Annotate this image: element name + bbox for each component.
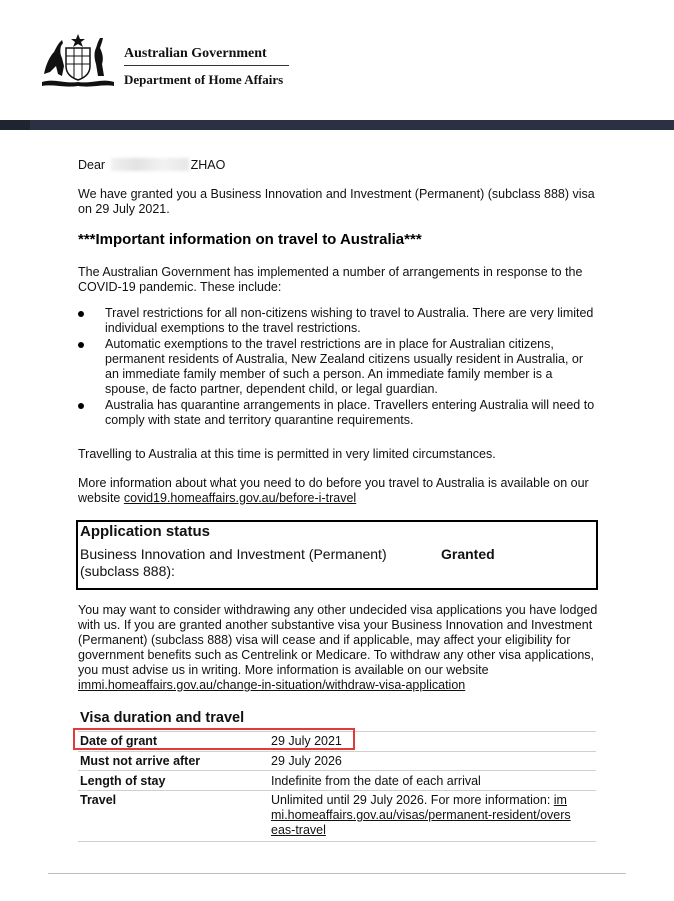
salutation — [78, 158, 598, 173]
date-of-grant-highlight — [73, 728, 355, 750]
header-divider — [124, 65, 289, 66]
covid-travel-link[interactable]: covid19.homeaffairs.gov.au/before-i-travel — [123, 491, 357, 505]
travel-limited-paragraph: Travelling to Australia at this time is permitted in very limited circumstances. — [78, 447, 496, 461]
table-divider — [78, 841, 596, 842]
status-badge: Granted — [441, 546, 495, 562]
list-item: Australia has quarantine arrangements in place. Travellers entering Australia will need to comply with state and territory quarantine requirements. — [78, 398, 598, 428]
coat-of-arms-icon — [38, 30, 118, 90]
redacted-name — [111, 158, 189, 171]
travel-text: Unlimited until 29 July 2026. For more information: — [271, 793, 551, 807]
more-info-paragraph — [78, 476, 598, 506]
row-value-length-of-stay: Indefinite from the date of each arrival — [271, 774, 481, 788]
table-divider — [78, 751, 596, 752]
withdraw-paragraph — [78, 603, 598, 693]
travel-arrangements-list — [78, 306, 598, 429]
row-label-travel: Travel — [80, 793, 117, 807]
government-name: Australian Government — [124, 46, 267, 61]
footer-divider — [48, 873, 626, 874]
list-item: Travel restrictions for all non-citizens wishing to travel to Australia. There are very limited individual exemptions to the travel restrictions. — [78, 306, 598, 336]
withdraw-visa-link[interactable]: immi.homeaffairs.gov.au/change-in-situation/withdraw-visa-application — [78, 678, 466, 692]
status-title: Application status — [80, 523, 211, 540]
more-info-text: More information about what you need to do before you travel to Australia is available on our website — [78, 476, 589, 505]
overseas-travel-link[interactable]: immi.homeaffairs.gov.au/visas/permanent-resident/overseas-travel — [271, 793, 571, 837]
duration-title: Visa duration and travel — [80, 710, 245, 726]
row-value-date-of-grant: 29 July 2021 — [271, 734, 342, 748]
row-value-travel — [271, 793, 571, 838]
table-divider — [78, 790, 596, 791]
row-label-length-of-stay: Length of stay — [80, 774, 166, 788]
intro-paragraph: The Australian Government has implemented a number of arrangements in response to the COVID-19 pandemic. These include: — [78, 265, 583, 294]
recipient-surname: ZHAO — [190, 158, 226, 172]
withdraw-text: You may want to consider withdrawing any other undecided visa applications you have lodged with us. If you are granted another substantive visa your Business Innovation and Investment (Permanent) (subclass 888) visa will cease and if applicable, may affect your eligibility for government benefits such as Centrelink or Medicare. To withdraw any other visa applications, you must advise us in writing. More information is available on our website — [78, 603, 598, 677]
header-band — [0, 120, 674, 130]
grant-paragraph: We have granted you a Business Innovation and Investment (Permanent) (subclass 888) visa on 29 July 2021. — [78, 187, 595, 216]
row-value-must-not-arrive: 29 July 2026 — [271, 754, 342, 768]
list-item: Automatic exemptions to the travel restrictions are in place for Australian citizens, permanent residents of Australia, New Zealand citizens usually resident in Australia, or an immediate family member of such a person. An immediate family member is a spouse, de facto partner, dependent child, or legal guardian. — [78, 337, 598, 397]
table-divider — [78, 770, 596, 771]
important-heading: ***Important information on travel to Australia*** — [78, 231, 422, 248]
row-label-must-not-arrive: Must not arrive after — [80, 754, 201, 768]
header-band-accent — [0, 120, 30, 130]
row-label-date-of-grant: Date of grant — [80, 734, 158, 748]
salutation-word: Dear — [78, 158, 106, 172]
status-visa-name: Business Innovation and Investment (Permanent) (subclass 888): — [80, 546, 387, 579]
department-name: Department of Home Affairs — [124, 72, 284, 87]
